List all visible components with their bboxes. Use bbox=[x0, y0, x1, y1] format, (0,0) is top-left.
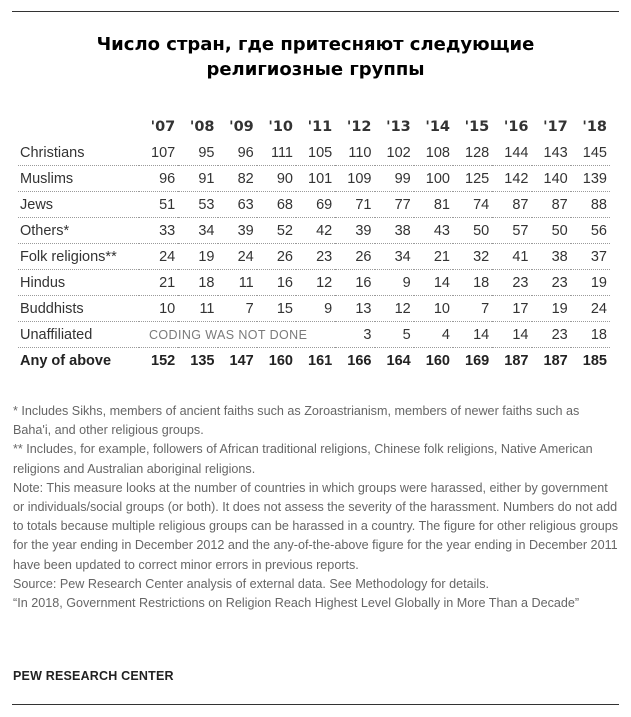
value-cell: 16 bbox=[257, 270, 296, 296]
year-header: '12 bbox=[346, 119, 372, 135]
value-cell: 87 bbox=[532, 192, 571, 218]
value-cell: 14 bbox=[453, 322, 492, 348]
value-cell: 14 bbox=[492, 322, 531, 348]
value-cell: 24 bbox=[571, 296, 610, 322]
value-cell: 77 bbox=[375, 192, 414, 218]
value-cell: 71 bbox=[335, 192, 374, 218]
footnote: Source: Pew Research Center analysis of external data. See Methodology for details. bbox=[13, 576, 490, 591]
value-cell: 53 bbox=[178, 192, 217, 218]
footnote: Note: This measure looks at the number of countries in which groups were harassed, either by government or individuals/social groups (or both). It does not assess the severity of the harassment. Numbers do not add to totals because multiple religious groups can be harassed in a country. The figure for other religious groups for the year ending in December 2012 and the any-of-the-above figure for the year ending in December 2011 have been updated to correct minor errors in previous reports. bbox=[13, 480, 619, 572]
value-cell: 39 bbox=[218, 218, 257, 244]
value-cell: 23 bbox=[492, 270, 531, 296]
year-header: '14 bbox=[425, 119, 450, 135]
row-label: Any of above bbox=[20, 352, 112, 369]
value-cell: 13 bbox=[335, 296, 374, 322]
value-cell: 9 bbox=[296, 296, 335, 322]
value-cell: 15 bbox=[257, 296, 296, 322]
organization-name: PEW RESEARCH CENTER bbox=[13, 669, 174, 683]
value-cell: 102 bbox=[375, 140, 414, 166]
value-cell: 169 bbox=[465, 352, 490, 369]
value-cell: 18 bbox=[571, 322, 610, 348]
value-cell: 105 bbox=[296, 140, 335, 166]
footnote: * Includes Sikhs, members of ancient faiths such as Zoroastrianism, members of newer faiths such as Baha'i, and other religious groups. bbox=[13, 404, 580, 438]
table-row bbox=[18, 270, 610, 296]
value-cell: 18 bbox=[178, 270, 217, 296]
value-cell: 50 bbox=[532, 218, 571, 244]
table-row bbox=[18, 166, 610, 192]
value-cell: 96 bbox=[218, 140, 257, 166]
value-cell: 81 bbox=[414, 192, 453, 218]
value-cell: 108 bbox=[414, 140, 453, 166]
value-cell: 24 bbox=[218, 244, 257, 270]
value-cell: 43 bbox=[414, 218, 453, 244]
value-cell: 125 bbox=[453, 166, 492, 192]
value-cell: 140 bbox=[532, 166, 571, 192]
value-cell: 12 bbox=[296, 270, 335, 296]
value-cell: 23 bbox=[532, 322, 571, 348]
value-cell: 11 bbox=[178, 296, 217, 322]
value-cell: 52 bbox=[257, 218, 296, 244]
row-label: Jews bbox=[18, 192, 139, 218]
year-header: '13 bbox=[386, 119, 411, 135]
value-cell: 56 bbox=[571, 218, 610, 244]
value-cell: 87 bbox=[492, 192, 531, 218]
value-cell: 95 bbox=[178, 140, 217, 166]
table-row bbox=[18, 322, 610, 348]
value-cell: 69 bbox=[296, 192, 335, 218]
value-cell: 152 bbox=[151, 352, 176, 369]
value-cell: 160 bbox=[425, 352, 450, 369]
table-row bbox=[18, 244, 610, 270]
value-cell: 128 bbox=[453, 140, 492, 166]
row-label: Muslims bbox=[18, 166, 139, 192]
value-cell: 16 bbox=[335, 270, 374, 296]
value-cell: 142 bbox=[492, 166, 531, 192]
value-cell: 99 bbox=[375, 166, 414, 192]
row-label: Christians bbox=[18, 140, 139, 166]
footnote: ** Includes, for example, followers of African traditional religions, Chinese folk religions, Native American religions and Australian aboriginal religions. bbox=[13, 442, 593, 476]
value-cell: 19 bbox=[571, 270, 610, 296]
value-cell: 147 bbox=[229, 352, 254, 369]
value-cell: 7 bbox=[453, 296, 492, 322]
value-cell: 14 bbox=[414, 270, 453, 296]
value-cell: 88 bbox=[571, 192, 610, 218]
value-cell: 37 bbox=[571, 244, 610, 270]
value-cell: 21 bbox=[139, 270, 178, 296]
value-cell: 11 bbox=[218, 270, 257, 296]
year-header: '15 bbox=[464, 119, 490, 135]
chart-title-line-2: религиозные группы bbox=[206, 59, 425, 80]
value-cell: 12 bbox=[375, 296, 414, 322]
value-cell: 7 bbox=[218, 296, 257, 322]
value-cell: 96 bbox=[139, 166, 178, 192]
value-cell: 50 bbox=[453, 218, 492, 244]
value-cell: 111 bbox=[257, 140, 296, 166]
year-header: '17 bbox=[543, 119, 568, 135]
value-cell: 39 bbox=[335, 218, 374, 244]
row-label: Unaffiliated bbox=[18, 322, 139, 348]
row-label: Hindus bbox=[18, 270, 139, 296]
value-cell: 139 bbox=[571, 166, 610, 192]
value-cell: 74 bbox=[453, 192, 492, 218]
year-header: '16 bbox=[503, 119, 529, 135]
value-cell: 24 bbox=[139, 244, 178, 270]
value-cell: 33 bbox=[139, 218, 178, 244]
value-cell: 5 bbox=[375, 322, 414, 348]
header-row bbox=[18, 114, 610, 140]
top-rule bbox=[12, 11, 619, 12]
value-cell: 32 bbox=[453, 244, 492, 270]
value-cell: 166 bbox=[347, 352, 372, 369]
row-label: Others* bbox=[18, 218, 139, 244]
value-cell: 19 bbox=[178, 244, 217, 270]
table-row bbox=[18, 218, 610, 244]
value-cell: 144 bbox=[492, 140, 531, 166]
value-cell: 68 bbox=[257, 192, 296, 218]
value-cell: 23 bbox=[296, 244, 335, 270]
value-cell: 26 bbox=[335, 244, 374, 270]
value-cell: 187 bbox=[504, 352, 529, 369]
value-cell: 161 bbox=[308, 352, 333, 369]
year-header: '08 bbox=[189, 119, 215, 135]
not-coded-note: CODING WAS NOT DONE bbox=[139, 322, 335, 348]
footnote: “In 2018, Government Restrictions on Religion Reach Highest Level Globally in More Than a Decade” bbox=[13, 596, 580, 611]
header-corner bbox=[18, 114, 139, 140]
value-cell: 100 bbox=[414, 166, 453, 192]
value-cell: 109 bbox=[335, 166, 374, 192]
value-cell: 185 bbox=[582, 352, 607, 369]
row-label: Buddhists bbox=[18, 296, 139, 322]
row-label: Folk religions** bbox=[18, 244, 139, 270]
value-cell: 51 bbox=[139, 192, 178, 218]
bottom-rule bbox=[12, 704, 619, 705]
value-cell: 10 bbox=[139, 296, 178, 322]
year-header: '10 bbox=[268, 119, 293, 135]
value-cell: 19 bbox=[532, 296, 571, 322]
year-header: '09 bbox=[229, 119, 254, 135]
value-cell: 101 bbox=[296, 166, 335, 192]
value-cell: 57 bbox=[492, 218, 531, 244]
value-cell: 143 bbox=[532, 140, 571, 166]
value-cell: 82 bbox=[218, 166, 257, 192]
value-cell: 38 bbox=[375, 218, 414, 244]
table-row bbox=[18, 140, 610, 166]
value-cell: 21 bbox=[414, 244, 453, 270]
value-cell: 18 bbox=[453, 270, 492, 296]
value-cell: 135 bbox=[190, 352, 215, 369]
value-cell: 160 bbox=[268, 352, 293, 369]
value-cell: 26 bbox=[257, 244, 296, 270]
value-cell: 42 bbox=[296, 218, 335, 244]
value-cell: 34 bbox=[375, 244, 414, 270]
value-cell: 187 bbox=[543, 352, 568, 369]
value-cell: 10 bbox=[414, 296, 453, 322]
year-header: '18 bbox=[582, 119, 607, 135]
value-cell: 107 bbox=[139, 140, 178, 166]
table-row bbox=[18, 296, 610, 322]
chart-title-line-1: Число стран, где притесняют следующие bbox=[96, 34, 535, 55]
value-cell: 110 bbox=[335, 140, 374, 166]
value-cell: 63 bbox=[218, 192, 257, 218]
year-header: '11 bbox=[307, 119, 333, 135]
value-cell: 23 bbox=[532, 270, 571, 296]
value-cell: 164 bbox=[386, 352, 411, 369]
data-table bbox=[18, 114, 610, 373]
value-cell: 34 bbox=[178, 218, 217, 244]
chart-title bbox=[12, 32, 619, 82]
total-row bbox=[18, 348, 610, 374]
value-cell: 4 bbox=[414, 322, 453, 348]
value-cell: 90 bbox=[257, 166, 296, 192]
value-cell: 17 bbox=[492, 296, 531, 322]
table-row bbox=[18, 192, 610, 218]
value-cell: 145 bbox=[571, 140, 610, 166]
value-cell: 9 bbox=[375, 270, 414, 296]
value-cell: 41 bbox=[492, 244, 531, 270]
year-header: '07 bbox=[150, 119, 176, 135]
footnotes bbox=[13, 402, 619, 613]
value-cell: 38 bbox=[532, 244, 571, 270]
value-cell: 3 bbox=[335, 322, 374, 348]
value-cell: 91 bbox=[178, 166, 217, 192]
